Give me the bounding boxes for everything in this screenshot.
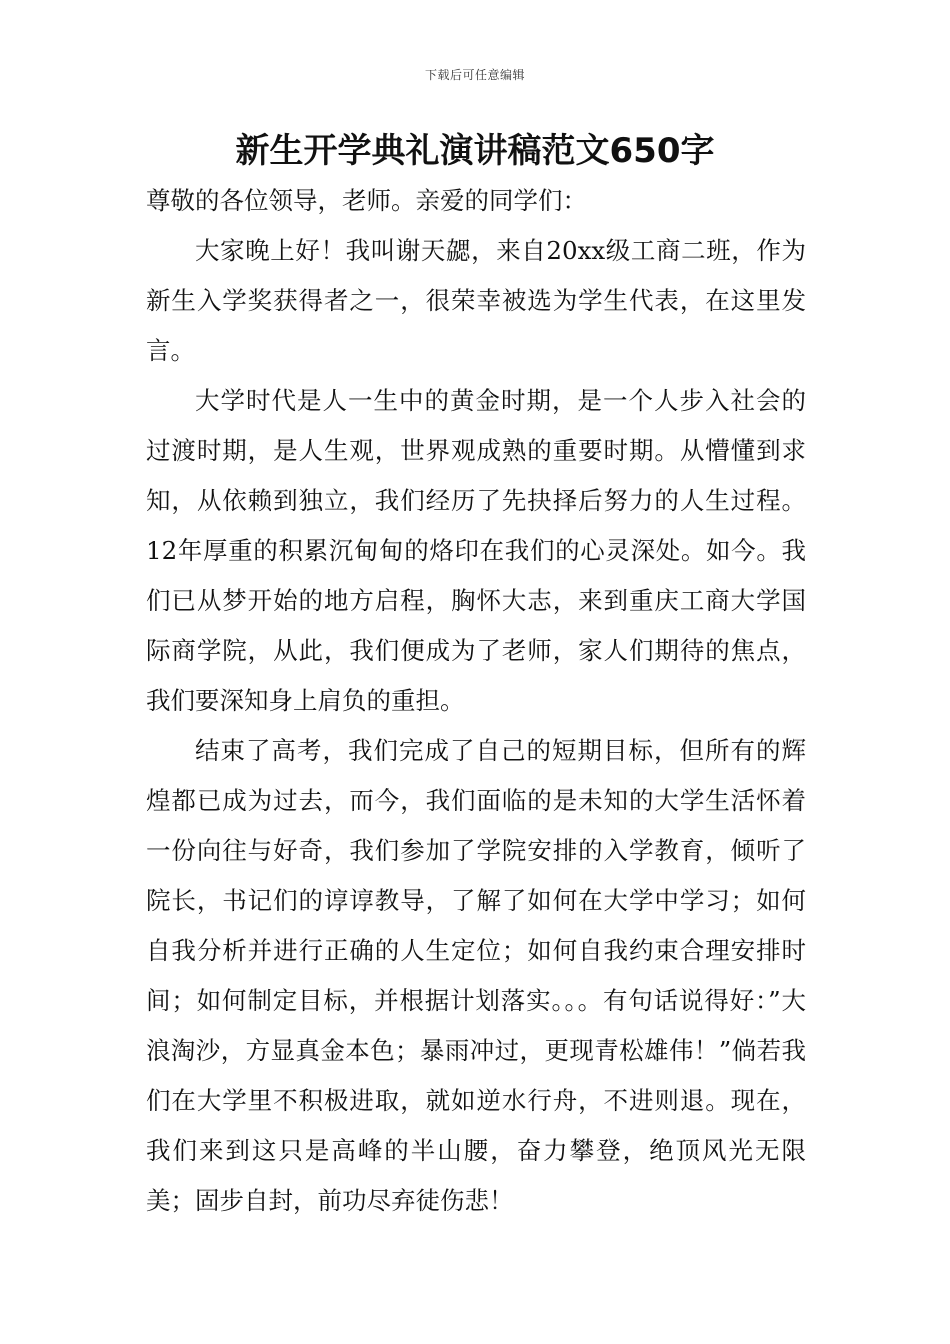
paragraph-1: 大家晚上好！我叫谢天勰，来自20xx级工商二班，作为新生入学奖获得者之一，很荣幸被选为学生代表，在这里发言。	[146, 236, 806, 365]
document-title: 新生开学典礼演讲稿范文650字	[235, 131, 715, 171]
paragraph-2: 大学时代是人一生中的黄金时期，是一个人步入社会的过渡时期，是人生观，世界观成熟的重要时期。从懵懂到求知，从依赖到独立，我们经历了先抉择后努力的人生过程。12年厚重的积累沉甸甸的烙印在我们的心灵深处。如今。我们已从梦开始的地方启程，胸怀大志，来到重庆工商大学国际商学院，从此，我们便成为了老师，家人们期待的焦点，我们要深知身上肩负的重担。	[146, 386, 806, 715]
paragraph-3: 结束了高考，我们完成了自己的短期目标，但所有的辉煌都已成为过去，而今，我们面临的是未知的大学生活怀着一份向往与好奇，我们参加了学院安排的入学教育，倾听了院长，书记们的谆谆教导，了解了如何在大学中学习；如何自我分析并进行正确的人生定位；如何自我约束合理安排时间；如何制定目标，并根据计划落实。。。有句话说得好：”大浪淘沙，方显真金本色；暴雨冲过，更现青松雄伟！”倘若我们在大学里不积极进取，就如逆水行舟，不进则退。现在，我们来到这只是高峰的半山腰，奋力攀登，绝顶风光无限美；固步自封，前功尽弃徒伤悲！	[146, 736, 806, 1215]
salutation: 尊敬的各位领导，老师。亲爱的同学们：	[146, 186, 587, 215]
document-body	[146, 176, 806, 1226]
header-note: 下载后可任意编辑	[424, 68, 525, 82]
